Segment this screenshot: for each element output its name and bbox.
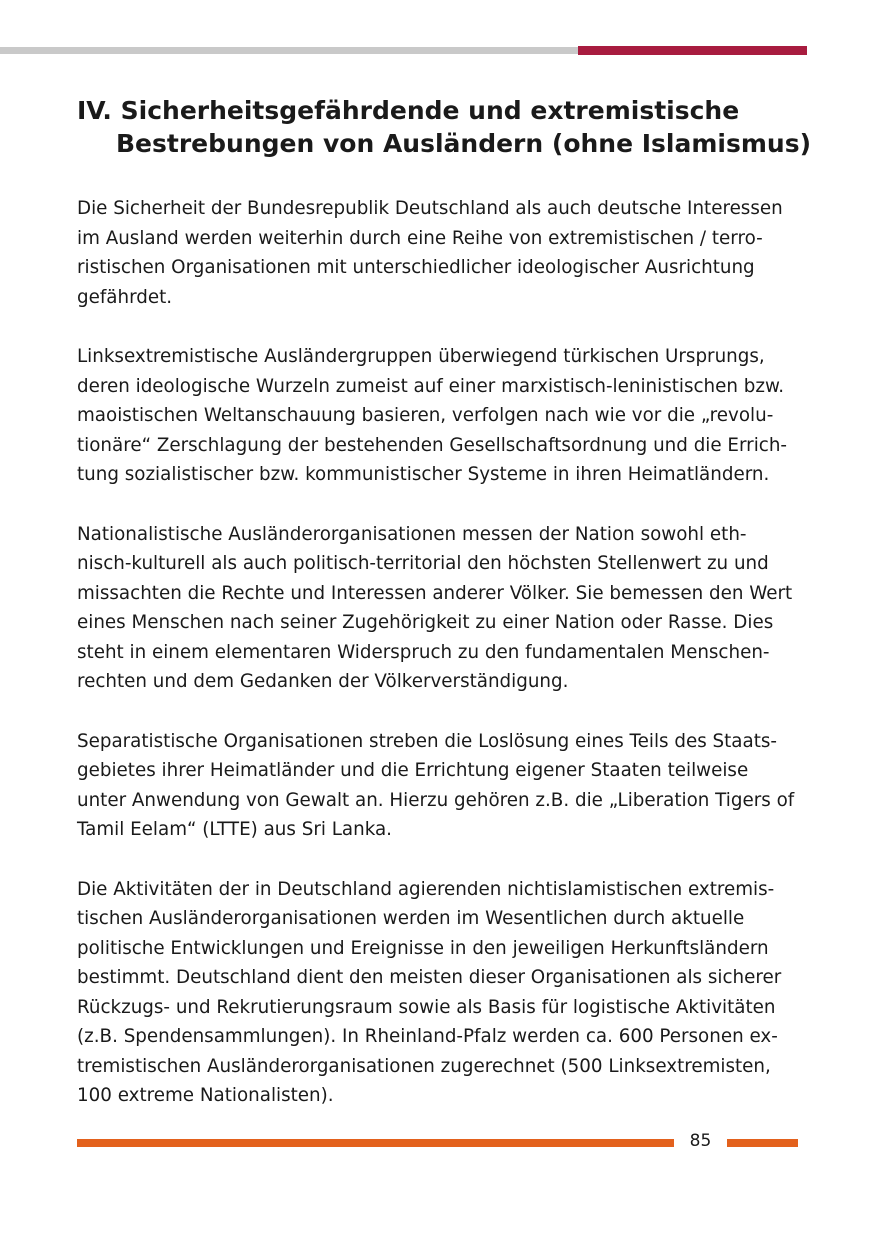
- text-line: Die Sicherheit der Bundesrepublik Deutschland als auch deutsche Interessen: [77, 198, 783, 219]
- text-line: Die Aktivitäten der in Deutschland agierenden nichtislamistischen extremis-: [77, 878, 775, 900]
- text-line: tischen Ausländerorganisationen werden im Wesentlichen durch aktuelle: [77, 908, 745, 929]
- footer-rule-left: [77, 1139, 674, 1147]
- text-line: rechten und dem Gedanken der Völkerverständigung.: [77, 671, 569, 692]
- text-line: politische Entwicklungen und Ereignisse in den jeweiligen Herkunftsländern: [77, 937, 769, 959]
- header-rule-accent: [578, 46, 807, 55]
- text-line: maoistischen Weltanschauung basieren, verfolgen nach wie vor die „revolu-: [77, 405, 774, 426]
- text-line: 100 extreme Nationalisten).: [77, 1085, 334, 1106]
- text-line: Nationalistische Ausländerorganisationen messen der Nation sowohl eth-: [77, 523, 747, 545]
- footer-rule-right: [727, 1139, 798, 1147]
- text-line: bestimmt. Deutschland dient den meisten dieser Organisationen als sicherer: [77, 967, 782, 988]
- text-line: tung sozialistischer bzw. kommunistischer Systeme in ihren Heimatländern.: [77, 464, 770, 485]
- text-line: gebietes ihrer Heimatländer und die Errichtung eigener Staaten teilweise: [77, 760, 749, 781]
- text-line: Linksextremistische Ausländergruppen überwiegend türkischen Ursprungs,: [77, 346, 765, 367]
- text-line: (z.B. Spendensammlungen). In Rheinland-Pfalz werden ca. 600 Personen ex-: [77, 1026, 778, 1047]
- section-heading-line-2: Bestrebungen von Ausländern (ohne Islamismus): [116, 129, 812, 158]
- text-line: eines Menschen nach seiner Zugehörigkeit zu einer Nation oder Rasse. Dies: [77, 612, 774, 633]
- text-line: unter Anwendung von Gewalt an. Hierzu gehören z.B. die „Liberation Tigers of: [77, 789, 795, 811]
- text-line: nisch-kulturell als auch politisch-territorial den höchsten Stellenwert zu und: [77, 553, 769, 574]
- text-line: deren ideologische Wurzeln zumeist auf einer marxistisch-leninistischen bzw.: [77, 375, 785, 397]
- section-heading: [77, 94, 812, 160]
- text-line: gefährdet.: [77, 286, 173, 308]
- text-line: Rückzugs- und Rekrutierungsraum sowie als Basis für logistische Aktivitäten: [77, 996, 776, 1018]
- text-line: tionäre“ Zerschlagung der bestehenden Gesellschaftsordnung und die Errich-: [77, 434, 788, 456]
- header-rule-gray: [0, 47, 578, 54]
- text-line: tremistischen Ausländerorganisationen zugerechnet (500 Linksextremisten,: [77, 1055, 771, 1077]
- text-line: ristischen Organisationen mit unterschiedlicher ideologischer Ausrichtung: [77, 257, 755, 278]
- text-line: missachten die Rechte und Interessen anderer Völker. Sie bemessen den Wert: [77, 582, 793, 604]
- text-line: Tamil Eelam“ (LTTE) aus Sri Lanka.: [77, 819, 392, 840]
- paragraph-separatist-organisations: [77, 727, 807, 845]
- text-line: im Ausland werden weiterhin durch eine Reihe von extremistischen / terro-: [77, 227, 763, 249]
- text-line: steht in einem elementaren Widerspruch zu den fundamentalen Menschen-: [77, 641, 770, 663]
- page-number: 85: [689, 1131, 712, 1151]
- text-line: Separatistische Organisationen streben die Loslösung eines Teils des Staats-: [77, 730, 778, 752]
- paragraph-left-extremist-groups: [77, 342, 807, 490]
- body-text: [77, 194, 807, 1141]
- paragraph-nationalist-organisations: [77, 520, 807, 697]
- paragraph-activities-in-germany: [77, 875, 807, 1111]
- paragraph-security-overview: [77, 194, 807, 312]
- section-heading-line-1: IV. Sicherheitsgefährdende und extremistische: [77, 96, 740, 125]
